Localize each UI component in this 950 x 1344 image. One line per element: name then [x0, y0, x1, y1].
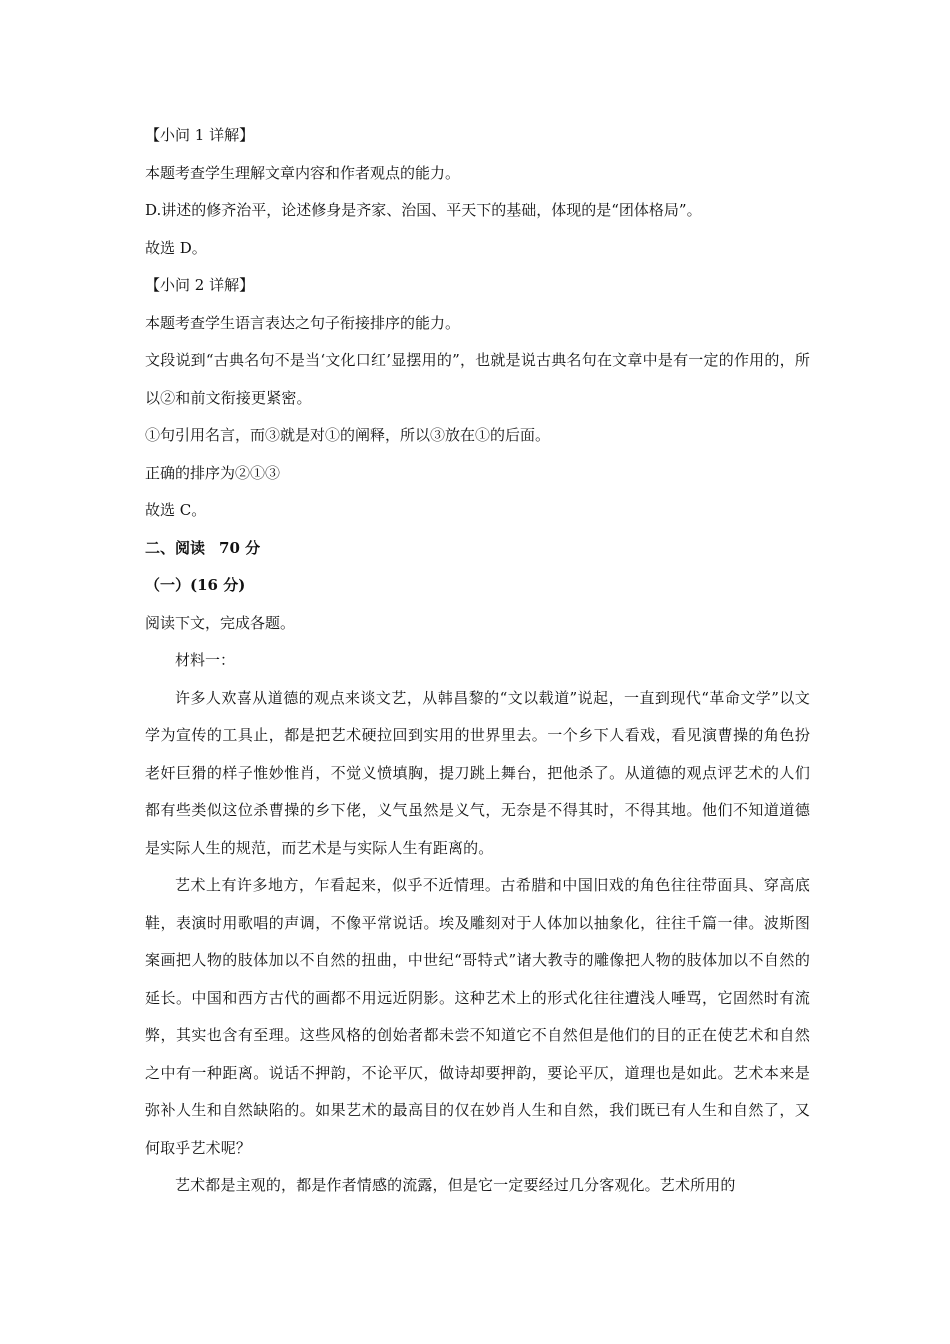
q2-header: 【小问 2 详解】 [145, 276, 255, 294]
q1-line-2: D.讲述的修齐治平，论述修身是齐家、治国、平天下的基础，体现的是“团体格局”。 [145, 201, 702, 219]
q2-line-4: 故选 C。 [145, 501, 207, 519]
document-page [145, 117, 810, 1205]
q2-paragraph-1: 文段说到“古典名句不是当‘文化口红’显摆用的”，也就是说古典名句在文章中是有一定的作用的，所以②和前文衔接更紧密。 [145, 351, 810, 407]
q1-line-1: 本题考查学生理解文章内容和作者观点的能力。 [145, 163, 461, 182]
q2-line-2: ①句引用名言，而③就是对①的阐释，所以③放在①的后面。 [145, 426, 551, 444]
section-score: 70 分 [219, 538, 261, 557]
q2-line-1: 本题考查学生语言表达之句子衔接排序的能力。 [145, 313, 461, 332]
passage-paragraph-1: 许多人欢喜从道德的观点来谈文艺，从韩昌黎的“文以载道”说起，一直到现代“革命文学”以文学为宣传的工具止，都是把艺术硬拉回到实用的世界里去。一个乡下人看戏，看见演曹操的角色扮老奸巨猾的样子惟妙惟肖，不觉义愤填胸，提刀跳上舞台，把他杀了。从道德的观点评艺术的人们都有些类似这位杀曹操的乡下佬，义气虽然是义气，无奈是不得其时，不得其地。他们不知道道德是实际人生的规范，而艺术是与实际人生有距离的。 [145, 688, 810, 857]
subsection-heading: （一）(16 分) [145, 576, 246, 594]
material-label: 材料一： [175, 651, 236, 669]
passage-paragraph-3: 艺术都是主观的，都是作者情感的流露，但是它一定要经过几分客观化。艺术所用的 [175, 1176, 736, 1194]
section-heading [145, 530, 810, 568]
q1-line-3: 故选 D。 [145, 238, 207, 257]
q2-line-3: 正确的排序为②①③ [145, 463, 281, 482]
reading-instruction: 阅读下文，完成各题。 [145, 613, 296, 632]
passage-paragraph-2: 艺术上有许多地方，乍看起来，似乎不近情理。古希腊和中国旧戏的角色往往带面具、穿高底鞋，表演时用歌唱的声调，不像平常说话。埃及雕刻对于人体加以抽象化，往往千篇一律。波斯图案画把人物的肢体加以不自然的扭曲，中世纪“哥特式”诸大教寺的雕像把人物的肢体加以不自然的延长。中国和西方古代的画都不用远近阴影。这种艺术上的形式化往往遭浅人唾骂，它固然时有流弊，其实也含有至理。这些风格的创始者都未尝不知道它不自然但是他们的目的正在使艺术和自然之中有一种距离。说话不押韵，不论平仄，做诗却要押韵，要论平仄，道理也是如此。艺术本来是弥补人生和自然缺陷的。如果艺术的最高目的仅在妙肖人生和自然，我们既已有人生和自然了，又何取乎艺术呢？ [145, 876, 810, 1157]
section-title: 二、阅读 [145, 538, 206, 557]
q1-header: 【小问 1 详解】 [145, 126, 255, 144]
